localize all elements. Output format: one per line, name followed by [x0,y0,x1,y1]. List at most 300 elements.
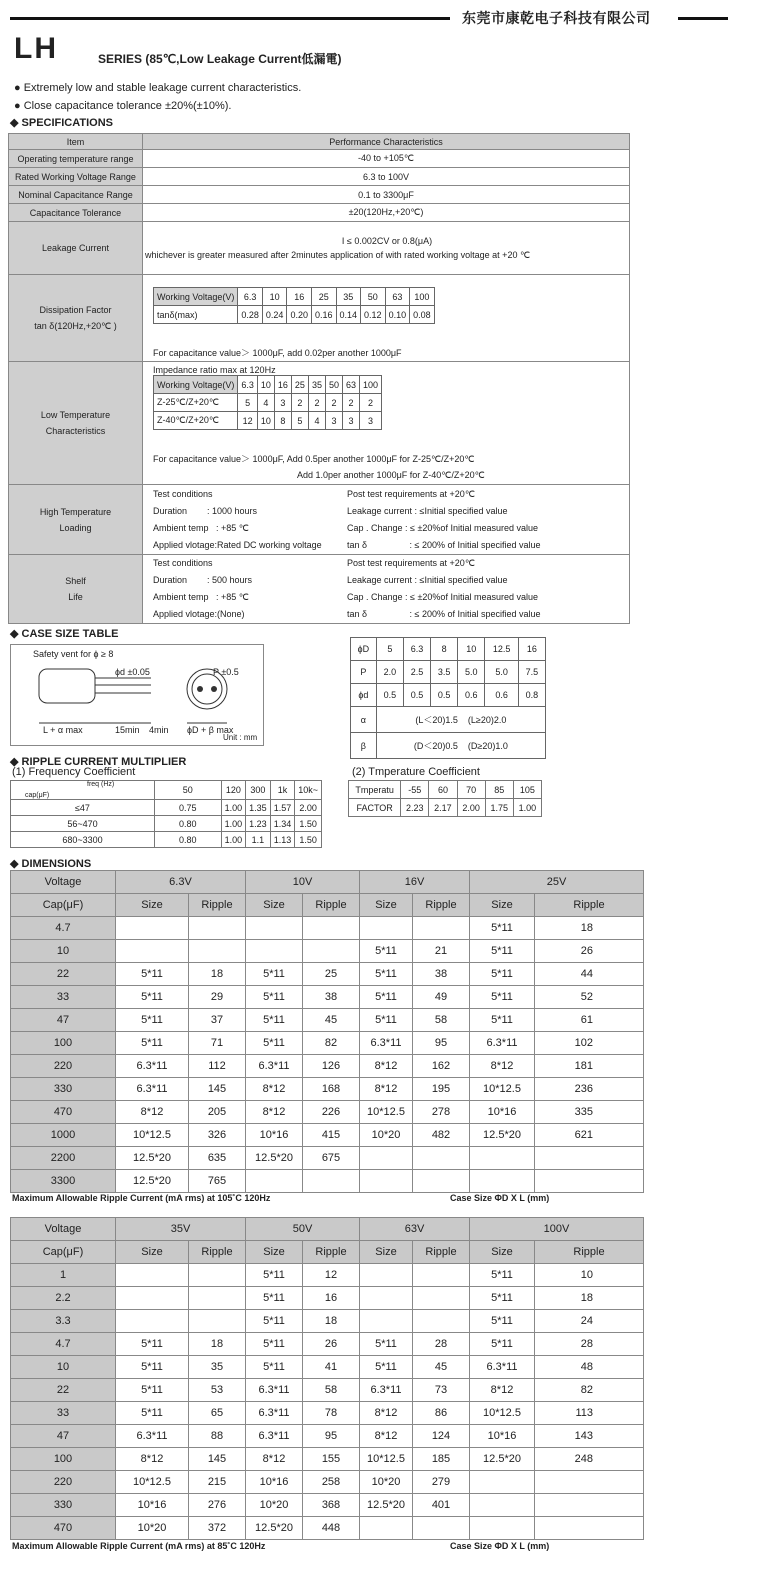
ripple-cell [413,1147,470,1170]
bullet-text: Extremely low and stable leakage current characteristics. [23,82,302,94]
dissipation-cell [143,275,630,362]
coef-cell: 0.80 [154,816,221,832]
size-cell: 5*11 [470,940,535,963]
coef-cell: 1.00 [221,832,246,848]
ripple-cell: 82 [303,1032,360,1055]
size-cell: 12.5*20 [116,1170,189,1193]
ripple-cell: 448 [303,1517,360,1540]
ripple-cell: 326 [189,1124,246,1147]
lowtemp-note-1: For capacitance value＞ 1000μF, Add 0.5per another 1000μF for Z-25℃/Z+20℃ [153,454,475,464]
size-cell [470,1517,535,1540]
ripple-cell: 162 [413,1055,470,1078]
tan-cell: 0.24 [262,306,287,324]
spec-head-item: Item [9,134,143,150]
size-cell: 8*12 [246,1101,303,1124]
bullet-1: ● Extremely low and stable leakage current characteristics. [14,82,302,94]
size-cell: 8*12 [246,1078,303,1101]
size-cell: 6.3*11 [360,1379,413,1402]
dimensions-table-high-voltage [10,1217,644,1540]
size-cell: 5*11 [246,1287,303,1310]
ripple-cell [413,1310,470,1333]
P-cell: 2.5 [403,661,430,684]
size-cell [360,1517,413,1540]
beta-value: (D＜20)0.5 (D≥20)1.0 [376,733,545,759]
ripple-cell: 18 [189,963,246,986]
size-cell: 5*11 [360,1333,413,1356]
shelf-left: Duration : 500 hours [153,575,253,585]
size-cell: 8*12 [360,1078,413,1101]
size-header: Size [246,1241,303,1264]
z25-cell: 2 [342,394,359,412]
size-cell: 5*11 [246,1264,303,1287]
freq-cell: 120 [221,781,246,800]
z40-cell: 8 [274,412,291,430]
temp-cell: 85 [485,781,513,799]
size-cell [470,1170,535,1193]
size-cell: 5*11 [360,1356,413,1379]
spec-label-lowtemp [9,362,143,485]
size-cell: 5*11 [360,986,413,1009]
lead-diameter-label: ɸd ±0.05 [115,667,150,677]
table-row [11,1009,644,1032]
z40-cell: 5 [291,412,308,430]
voltage-header: 63V [360,1218,470,1241]
coef-cell: 1.13 [270,832,295,848]
z40-cell: 3 [342,412,359,430]
ripple-cell: 368 [303,1494,360,1517]
table-row [11,1147,644,1170]
size-cell: 5*11 [470,1287,535,1310]
hightemp-cell [143,485,630,555]
spec-label-dissipation [9,275,143,362]
size-cell: 6.3*11 [246,1055,303,1078]
ripple-cell [535,1471,644,1494]
corner-bottom: cap(μF) [25,792,50,799]
size-cell [360,917,413,940]
ripple-cell: 236 [535,1078,644,1101]
hightemp-left: Applied vlotage:Rated DC working voltage [153,539,322,550]
temp-cell: 60 [429,781,457,799]
tan-cell: 0.10 [385,306,410,324]
ripple-cell: 48 [535,1356,644,1379]
ripple-cell [535,1494,644,1517]
table-row [11,963,644,986]
size-cell: 5*11 [360,1009,413,1032]
lowtemp-note-2: Add 1.0per another 1000μF for Z-40℃/Z+20℃ [297,470,485,480]
coef-cell: 2.00 [295,800,322,816]
voltage-cell: 10 [262,288,287,306]
capacitance-cell: 33 [11,986,116,1009]
ripple-cell: 143 [535,1425,644,1448]
ripple-cell: 65 [189,1402,246,1425]
size-cell: 6.3*11 [470,1356,535,1379]
size-header: Size [360,1241,413,1264]
ripple-cell: 113 [535,1402,644,1425]
lead1-label: 15min [115,725,140,735]
ripple-cell: 21 [413,940,470,963]
ripple-cell: 248 [535,1448,644,1471]
phiD-cell: 10 [458,638,485,661]
hightemp-right: Cap . Change : ≤ ±20%of Initial measured value [347,522,538,533]
table-row [11,1310,644,1333]
voltage-cell: 25 [291,376,308,394]
P-cell: 5.0 [458,661,485,684]
ripple-cell: 58 [303,1379,360,1402]
coef-cell: 1.1 [246,832,271,848]
size-cell: 8*12 [246,1448,303,1471]
size-cell [470,1494,535,1517]
size-cell: 12.5*20 [116,1147,189,1170]
size-cell: 8*12 [116,1101,189,1124]
size-cell: 10*12.5 [116,1124,189,1147]
impedance-table [153,375,382,430]
ripple-header: Ripple [535,1241,644,1264]
lowtemp-label-1: Low Temperature [40,410,111,420]
capacitance-cell: 22 [11,963,116,986]
size-header: Size [360,894,413,917]
corner-top: freq (Hz) [87,781,115,788]
hightemp-left: Ambient temp : +85 ℃ [153,522,249,533]
ripple-cell [303,1170,360,1193]
capacitance-cell: 100 [11,1448,116,1471]
shelf-left: Ambient temp : +85 ℃ [153,592,249,602]
capacitance-cell: 330 [11,1078,116,1101]
shelf-right: Cap . Change : ≤ ±20%of Initial measured value [347,592,538,602]
size-cell: 5*11 [116,986,189,1009]
ripple-cell [413,917,470,940]
ripple-cell: 25 [303,963,360,986]
ripple-cell: 112 [189,1055,246,1078]
voltage-cell: 100 [359,376,381,394]
P-cell: 2.0 [376,661,403,684]
ripple-cell: 401 [413,1494,470,1517]
size-cell: 10*16 [246,1124,303,1147]
size-cell: 6.3*11 [246,1425,303,1448]
capacitance-cell: 10 [11,1356,116,1379]
voltage-cell: 35 [336,288,361,306]
impedance-title: Impedance ratio max at 120Hz [153,365,276,375]
freq-corner [11,781,155,800]
ripple-cell [303,940,360,963]
shelf-left: Test conditions [153,558,213,568]
size-cell: 5*11 [116,1356,189,1379]
spec-value: 6.3 to 100V [143,168,630,186]
factor-cell: 2.17 [429,799,457,817]
table-row [11,1356,644,1379]
cap-range: 680~3300 [11,832,155,848]
ripple-cell [189,917,246,940]
phiD-cell: 5 [376,638,403,661]
case-diagram [10,644,264,746]
size-cell: 10*16 [470,1425,535,1448]
frequency-coefficient-table [10,780,322,848]
ripple-cell: 28 [413,1333,470,1356]
phid-cell: 0.5 [431,684,458,707]
size-cell: 5*11 [246,1310,303,1333]
dim2-footnote: Maximum Allowable Ripple Current (mA rms) at 85˚C 120Hz [12,1541,266,1551]
leakage-formula: I ≤ 0.002CV or 0.8(μA) [341,235,433,246]
ripple-cell: 86 [413,1402,470,1425]
size-cell: 5*11 [470,917,535,940]
tan-cell: 0.08 [410,306,435,324]
P-label: P [351,661,377,684]
size-cell [360,1310,413,1333]
series-code: LH [14,32,58,65]
ripple-cell [535,1170,644,1193]
z25-cell: 2 [308,394,325,412]
tan-label: tanδ(max) [154,306,238,324]
table-row [11,1494,644,1517]
ripple-cell: 38 [413,963,470,986]
ripple-cell: 205 [189,1101,246,1124]
spec-head-performance: Performance Characteristics [143,134,630,150]
table-row [11,1101,644,1124]
ripple-cell: 61 [535,1009,644,1032]
freq-cell: 50 [154,781,221,800]
voltage-header: 16V [360,871,470,894]
size-cell: 5*11 [470,1009,535,1032]
z25-cell: 2 [291,394,308,412]
ripple-cell: 73 [413,1379,470,1402]
z40-label: Z-40℃/Z+20℃ [154,412,238,430]
ripple-cell: 168 [303,1078,360,1101]
voltage-header: 100V [470,1218,644,1241]
header-rule-right [678,17,728,20]
z25-cell: 5 [238,394,258,412]
size-cell: 8*12 [360,1402,413,1425]
size-header: Size [246,894,303,917]
leakage-condition: whichever is greater measured after 2minutes application of with rated working voltage at +20 ℃ [145,249,531,260]
temperature-coefficient-table [348,780,542,817]
z40-cell: 10 [257,412,274,430]
size-cell: 5*11 [470,963,535,986]
coef-cell: 1.00 [221,816,246,832]
factor-cell: 1.75 [485,799,513,817]
ripple-cell: 18 [535,917,644,940]
working-voltage-label: Working Voltage(V) [154,376,238,394]
size-cell: 12.5*20 [246,1517,303,1540]
size-cell [470,1147,535,1170]
coef-cell: 1.57 [270,800,295,816]
ripple-cell: 621 [535,1124,644,1147]
capacitance-cell: 10 [11,940,116,963]
size-header: Size [116,1241,189,1264]
dissipation-label-1: Dissipation Factor [39,304,112,315]
alpha-label: α [351,707,377,733]
capacitance-cell: 33 [11,1402,116,1425]
P-cell: 5.0 [485,661,518,684]
freq-cell: 300 [246,781,271,800]
ripple-cell: 28 [535,1333,644,1356]
ripple-cell: 215 [189,1471,246,1494]
ripple-header: Ripple [535,894,644,917]
size-cell: 8*12 [116,1448,189,1471]
table-row [11,1078,644,1101]
ripple-cell: 24 [535,1310,644,1333]
capacitance-cell: 2200 [11,1147,116,1170]
lead2-label: 4min [149,725,169,735]
ripple-cell: 16 [303,1287,360,1310]
ripple-cell [413,1264,470,1287]
size-cell: 5*11 [470,1333,535,1356]
table-row [11,1055,644,1078]
P-cell: 3.5 [431,661,458,684]
ripple-cell: 88 [189,1425,246,1448]
vent-label: Safety vent for ɸ ≥ 8 [33,649,114,659]
size-header: Size [470,1241,535,1264]
size-cell [116,1264,189,1287]
size-cell [360,1147,413,1170]
spec-label: Operating temperature range [9,150,143,168]
section-specifications: ◆ SPECIFICATIONS [10,117,113,129]
coef-cell: 1.00 [221,800,246,816]
size-cell: 5*11 [116,1032,189,1055]
ripple-cell: 335 [535,1101,644,1124]
ripple-cell: 12 [303,1264,360,1287]
size-cell: 8*12 [470,1379,535,1402]
size-cell: 5*11 [246,1333,303,1356]
ripple-cell: 279 [413,1471,470,1494]
voltage-cell: 10 [257,376,274,394]
size-cell: 10*12.5 [360,1101,413,1124]
size-cell: 8*12 [360,1055,413,1078]
size-cell [246,940,303,963]
spec-label-hightemp [9,485,143,555]
size-cell: 6.3*11 [116,1078,189,1101]
phid-label: ɸd [351,684,377,707]
voltage-cell: 63 [342,376,359,394]
size-cell: 10*20 [246,1494,303,1517]
cap-range: ≤47 [11,800,155,816]
size-cell: 5*11 [360,963,413,986]
ripple-cell: 58 [413,1009,470,1032]
capacitance-cell: 1000 [11,1124,116,1147]
z25-cell: 4 [257,394,274,412]
ripple-cell: 145 [189,1448,246,1471]
table-row [11,1032,644,1055]
ripple-cell: 226 [303,1101,360,1124]
phiD-cell: 16 [518,638,545,661]
table-row [11,1425,644,1448]
size-cell: 12.5*20 [470,1448,535,1471]
phiD-cell: 12.5 [485,638,518,661]
ripple-cell: 185 [413,1448,470,1471]
z25-cell: 2 [359,394,381,412]
ripple-header: Ripple [413,1241,470,1264]
tan-cell: 0.16 [311,306,336,324]
ripple-cell: 276 [189,1494,246,1517]
temp-cell: 70 [457,781,485,799]
table-row [11,917,644,940]
tan-cell: 0.12 [361,306,386,324]
phid-cell: 0.5 [376,684,403,707]
capacitance-cell: 2.2 [11,1287,116,1310]
size-cell: 10*20 [360,1124,413,1147]
size-cell: 10*16 [246,1471,303,1494]
size-cell: 10*20 [116,1517,189,1540]
temp-cell: 105 [513,781,541,799]
ripple-cell: 195 [413,1078,470,1101]
voltage-cell: 6.3 [238,376,258,394]
size-cell [360,1287,413,1310]
z25-cell: 2 [325,394,342,412]
size-cell: 6.3*11 [246,1379,303,1402]
voltage-cell: 50 [325,376,342,394]
ripple-cell: 258 [303,1471,360,1494]
length-label: L + α max [43,725,83,735]
table-row [11,1448,644,1471]
tan-cell: 0.20 [287,306,312,324]
coef-cell: 1.34 [270,816,295,832]
ripple-cell [413,1170,470,1193]
freq-cell: 10k~ [295,781,322,800]
size-cell: 10*12.5 [116,1471,189,1494]
table-row [11,1287,644,1310]
size-cell [470,1471,535,1494]
lowtemp-cell [143,362,630,485]
spec-value: 0.1 to 3300μF [143,186,630,204]
size-cell: 5*11 [470,986,535,1009]
capacitance-cell: 470 [11,1517,116,1540]
ripple-cell: 95 [413,1032,470,1055]
spec-value: ±20(120Hz,+20℃) [143,204,630,222]
ripple-cell [189,940,246,963]
table-row [11,1170,644,1193]
phiD-cell: 8 [431,638,458,661]
spec-label-shelf [9,555,143,624]
hightemp-label-2: Loading [59,522,92,533]
ripple-cell: 53 [189,1379,246,1402]
table-row [11,1333,644,1356]
size-cell: 6.3*11 [360,1032,413,1055]
capacitance-cell: 220 [11,1055,116,1078]
ripple-cell: 10 [535,1264,644,1287]
coef-cell: 0.75 [154,800,221,816]
leakage-cell [143,222,630,275]
z40-cell: 4 [308,412,325,430]
ripple-cell: 95 [303,1425,360,1448]
size-cell: 6.3*11 [116,1425,189,1448]
coef-cell: 0.80 [154,832,221,848]
ripple-cell [413,1287,470,1310]
ripple-cell: 145 [189,1078,246,1101]
table-row [11,1124,644,1147]
coef-cell: 1.50 [295,816,322,832]
dissipation-note: For capacitance value＞ 1000μF, add 0.02per another 1000μF [153,348,402,358]
ripple-cell: 26 [535,940,644,963]
spec-label: Rated Working Voltage Range [9,168,143,186]
size-cell: 10*12.5 [360,1448,413,1471]
table-row [11,1517,644,1540]
factor-cell: 1.00 [513,799,541,817]
ripple-cell: 52 [535,986,644,1009]
cap-label: Cap(μF) [11,894,116,917]
hightemp-right: tan δ : ≤ 200% of Initial specified value [347,539,541,550]
size-cell [246,1170,303,1193]
ripple-cell [189,1287,246,1310]
diameter-label: ɸD + β max [187,725,234,735]
size-cell: 5*11 [116,963,189,986]
spec-value: -40 to +105℃ [143,150,630,168]
size-cell: 10*12.5 [470,1078,535,1101]
tan-cell: 0.28 [238,306,263,324]
dissipation-table [153,287,435,324]
cap-range: 56~470 [11,816,155,832]
shelf-right: Leakage current : ≤Initial specified value [347,575,508,585]
voltage-cell: 100 [410,288,435,306]
size-cell: 5*11 [470,1310,535,1333]
ripple-cell [303,917,360,940]
